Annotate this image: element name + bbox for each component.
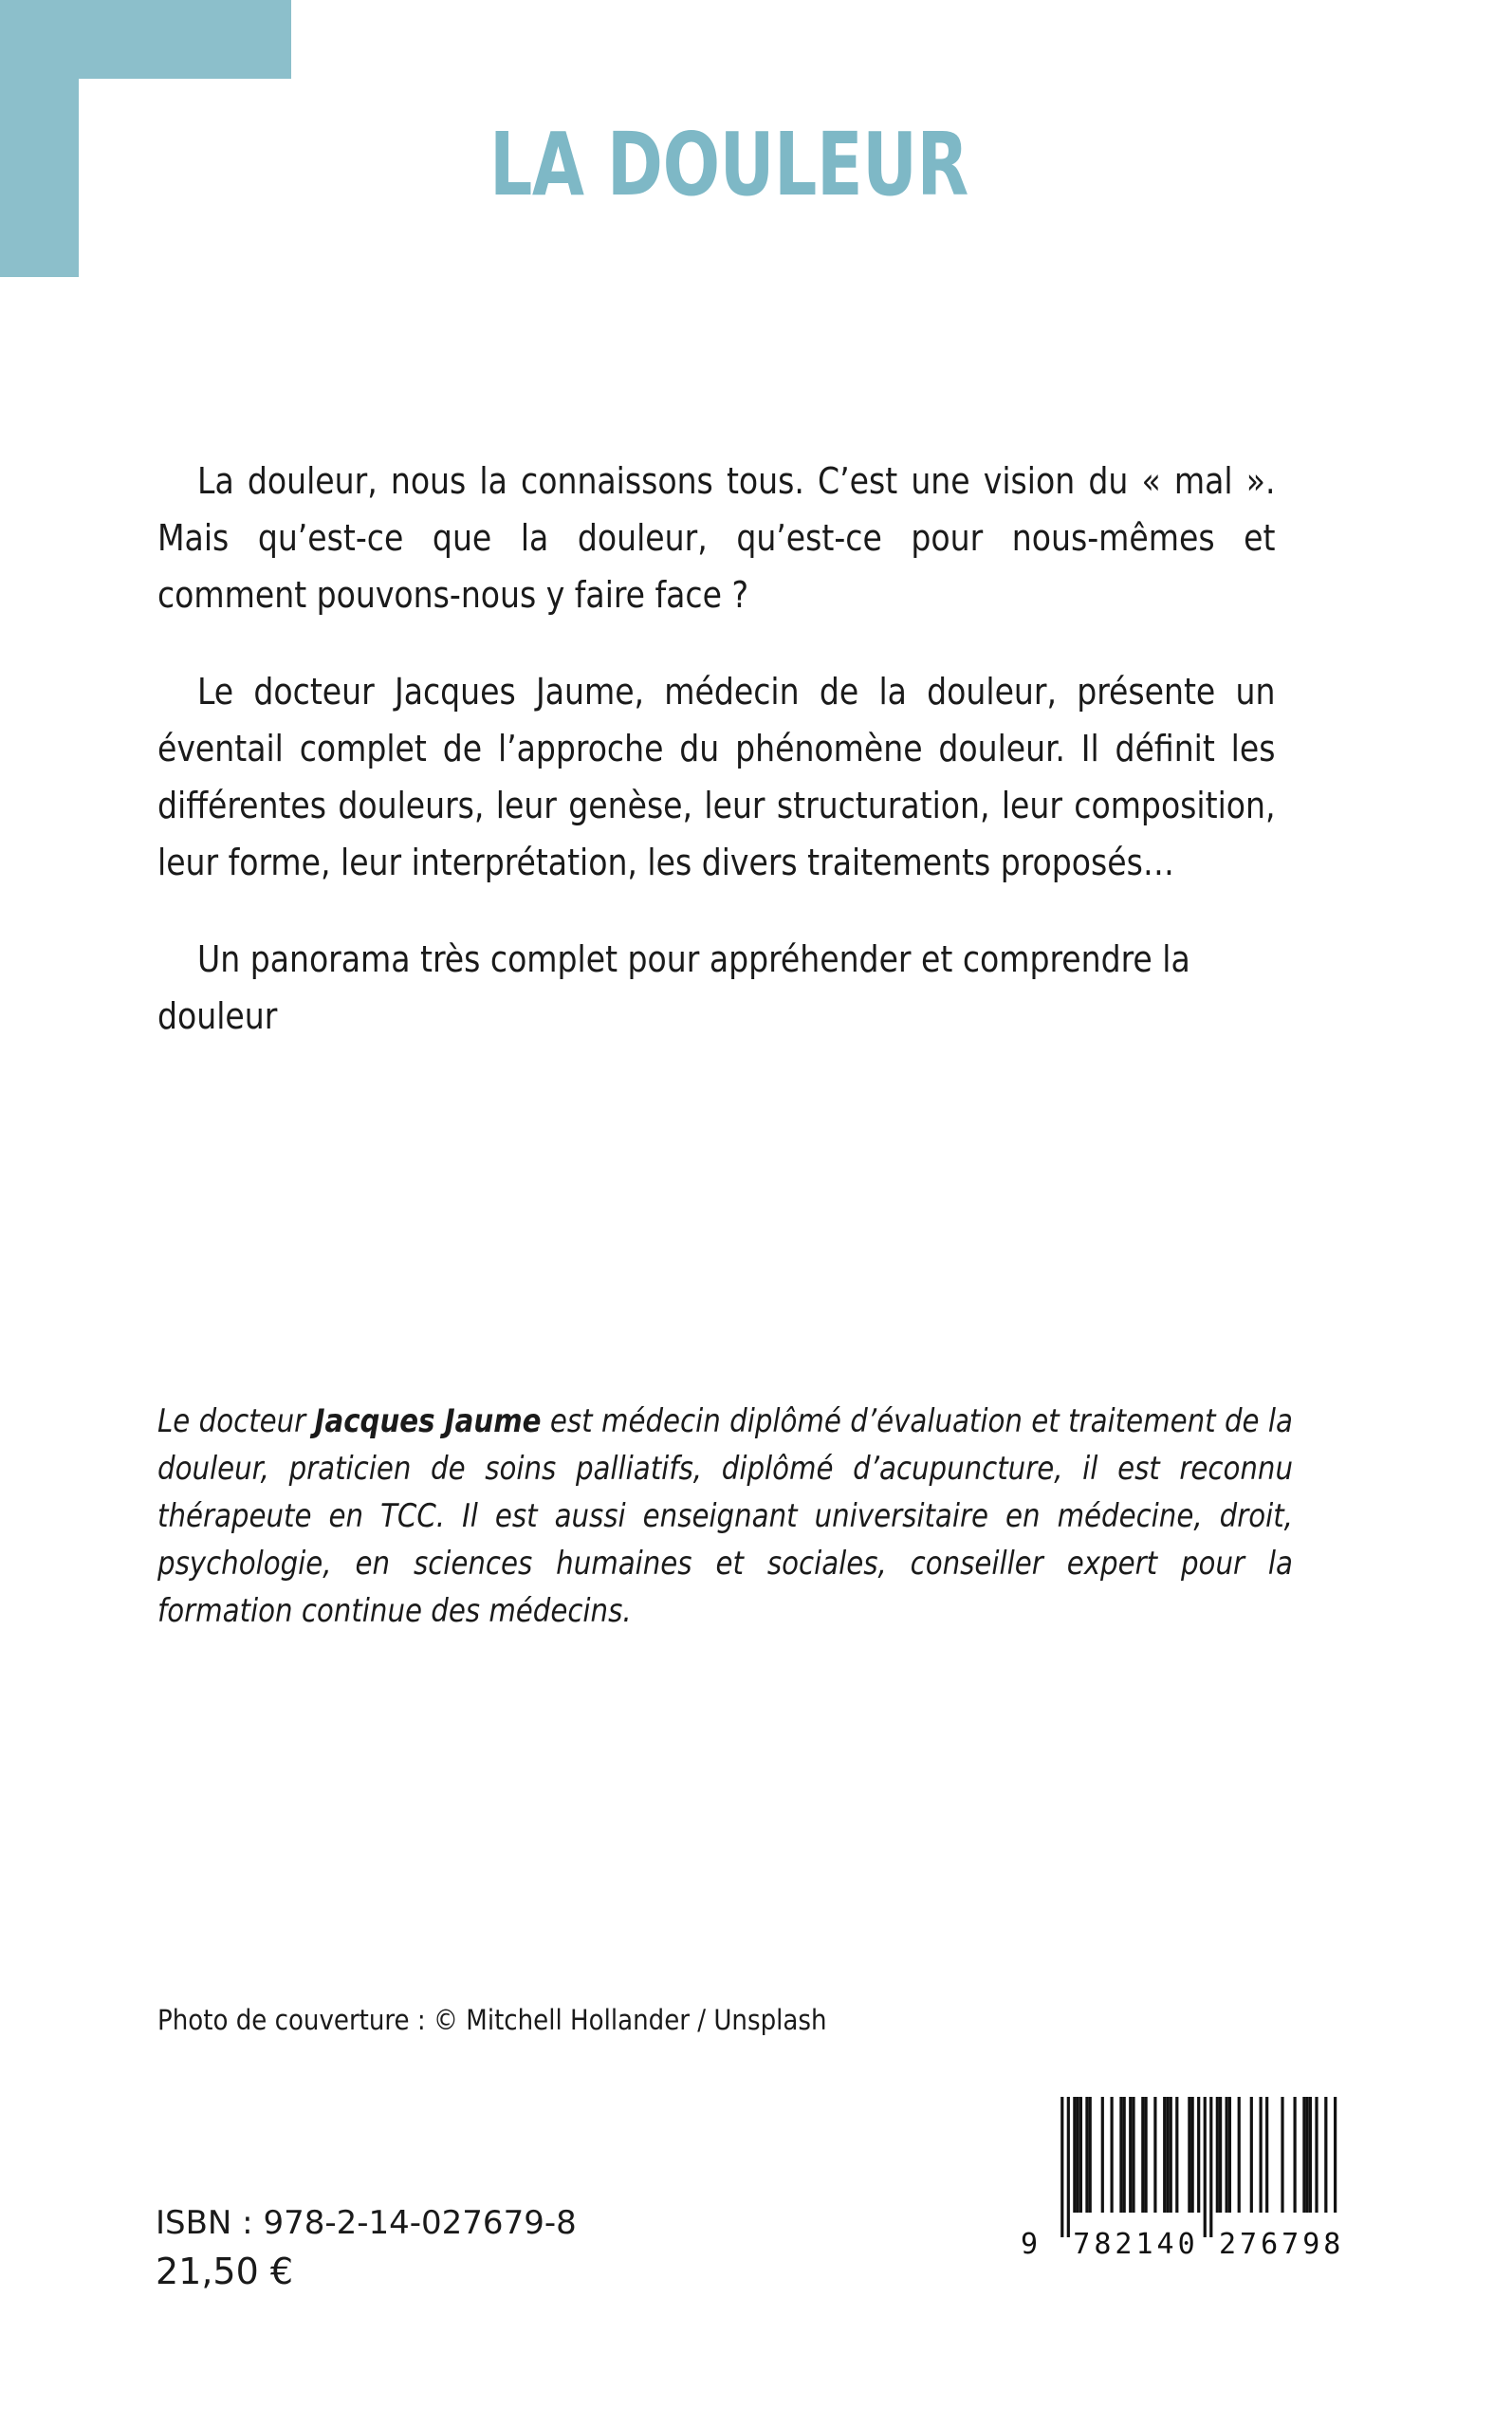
isbn-text: ISBN : 978-2-14-027679-8 <box>156 2204 577 2242</box>
barcode-right-group: 276798 <box>1219 2228 1345 2258</box>
price-text: 21,50 € <box>156 2251 294 2292</box>
blurb-paragraph-3: Un panorama très complet pour appréhender et comprendre la douleur <box>157 938 1190 1038</box>
photo-credit: Photo de couverture : © Mitchell Hollander / Unsplash <box>157 2004 827 2036</box>
ean13-barcode <box>1013 2092 1345 2258</box>
author-bio-suffix: est médecin diplômé d’évaluation et traitement de la douleur, praticien de soins palliatifs, diplômé d’acupuncture, il est reconnu thérapeute en TCC. Il est aussi enseignant universitaire en médecine, droit, psychologie, en sciences humaines et sociales, conseiller expert pour la formation continue des médecins. <box>157 1402 1293 1629</box>
publication-info <box>156 2199 577 2296</box>
author-bio-prefix: Le docteur <box>157 1402 315 1439</box>
blurb-paragraph-1: La douleur, nous la connaissons tous. C’est une vision du « mal ». Mais qu’est-ce que la douleur, qu’est-ce pour nous-mêmes et comment pouvons-nous y faire face ? <box>157 460 1276 617</box>
book-title: LA DOULEUR <box>489 114 968 215</box>
author-bio-text <box>157 1398 1293 1635</box>
blurb-section <box>157 454 1328 1046</box>
corner-accent-vertical-bar <box>0 0 79 277</box>
barcode-svg <box>1013 2092 1345 2258</box>
blurb-paragraph-2: Le docteur Jacques Jaume, médecin de la douleur, présente un éventail complet de l’approche du phénomène douleur. Il définit les différentes douleurs, leur genèse, leur structuration, leur composition, leur forme, leur interprétation, les divers traitements proposés… <box>157 671 1276 884</box>
author-name: Jacques Jaume <box>314 1402 542 1439</box>
author-bio-section <box>157 1398 1328 1635</box>
barcode-lead-digit: 9 <box>1021 2228 1039 2258</box>
barcode-left-group: 782140 <box>1073 2228 1199 2258</box>
